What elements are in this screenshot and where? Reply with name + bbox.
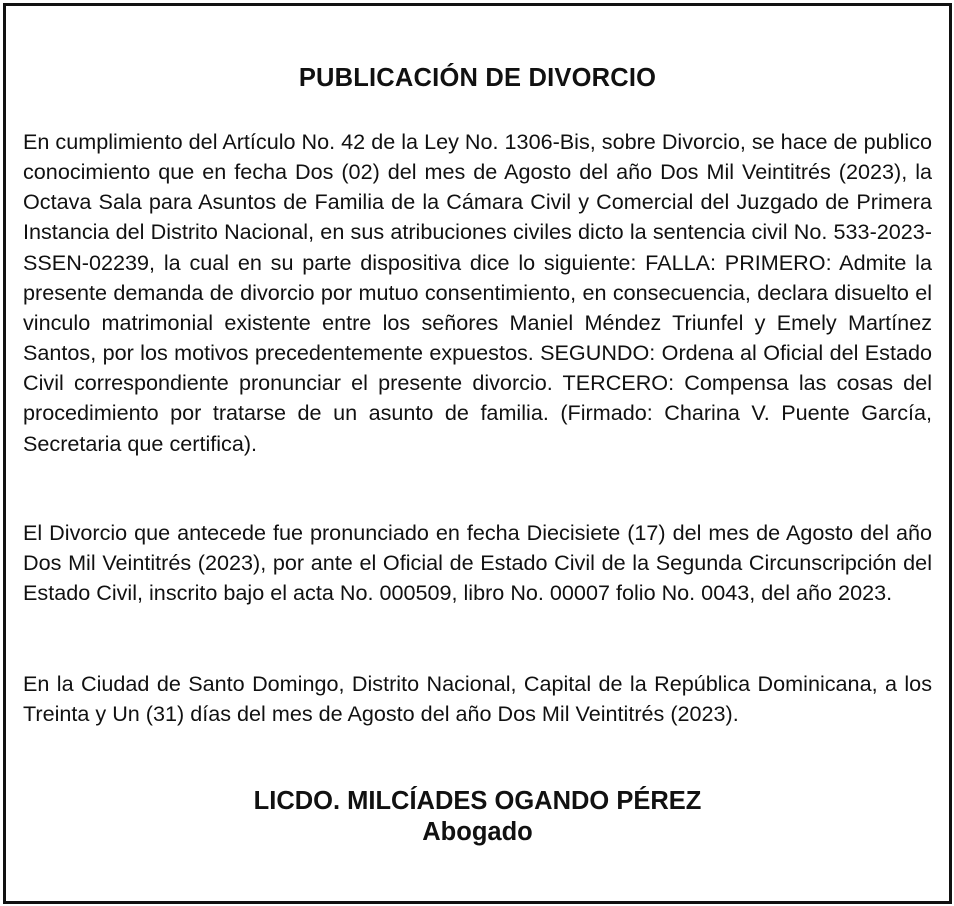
notice-content — [23, 6, 932, 901]
notice-title: PUBLICACIÓN DE DIVORCIO — [298, 64, 657, 92]
notice-paragraph-place-date: En la Ciudad de Santo Domingo, Distrito Nacional, Capital de la República Dominicana, a los Treinta y Un (31) días del mes de Agosto del año Dos Mil Veintitrés (2023). — [23, 671, 932, 727]
notice-paragraph-ruling: En cumplimiento del Artículo No. 42 de la Ley No. 1306-Bis, sobre Divorcio, se hace de publico conocimiento que en fecha Dos (02) del mes de Agosto del año Dos Mil Veintitrés (2023), la Octava Sala para Asuntos de Familia de la Cámara Civil y Comercial del Juzgado de Primera Instancia del Distrito Nacional, en sus atribuciones civiles dicto la sentencia civil No. 533-2023-SSEN-02239, la cual en su parte dispositiva dice lo siguiente: FALLA: PRIMERO: Admite la presente demanda de divorcio por mutuo consentimiento, en consecuencia, declara disuelto el vinculo matrimonial existente entre los señores Maniel Méndez Triunfel y Emely Martínez Santos, por los motivos precedentemente expuestos. SEGUNDO: Ordena al Oficial del Estado Civil correspondiente pronunciar el presente divorcio. TERCERO: Compensa las cosas del procedimiento por tratarse de un asunto de familia. (Firmado: Charina V. Puente García, Secretaria que certifica). — [23, 129, 932, 456]
notice-frame — [3, 3, 952, 904]
signature-role: Abogado — [422, 818, 533, 846]
signature-block — [23, 786, 932, 848]
notice-paragraph-pronouncement: El Divorcio que antecede fue pronunciado en fecha Diecisiete (17) del mes de Agosto del año Dos Mil Veintitrés (2023), por ante el Oficial de Estado Civil de la Segunda Circunscripción del Estado Civil, inscrito bajo el acta No. 000509, libro No. 00007 folio No. 0043, del año 2023. — [23, 520, 932, 606]
signature-name: LICDO. MILCÍADES OGANDO PÉREZ — [253, 787, 702, 815]
